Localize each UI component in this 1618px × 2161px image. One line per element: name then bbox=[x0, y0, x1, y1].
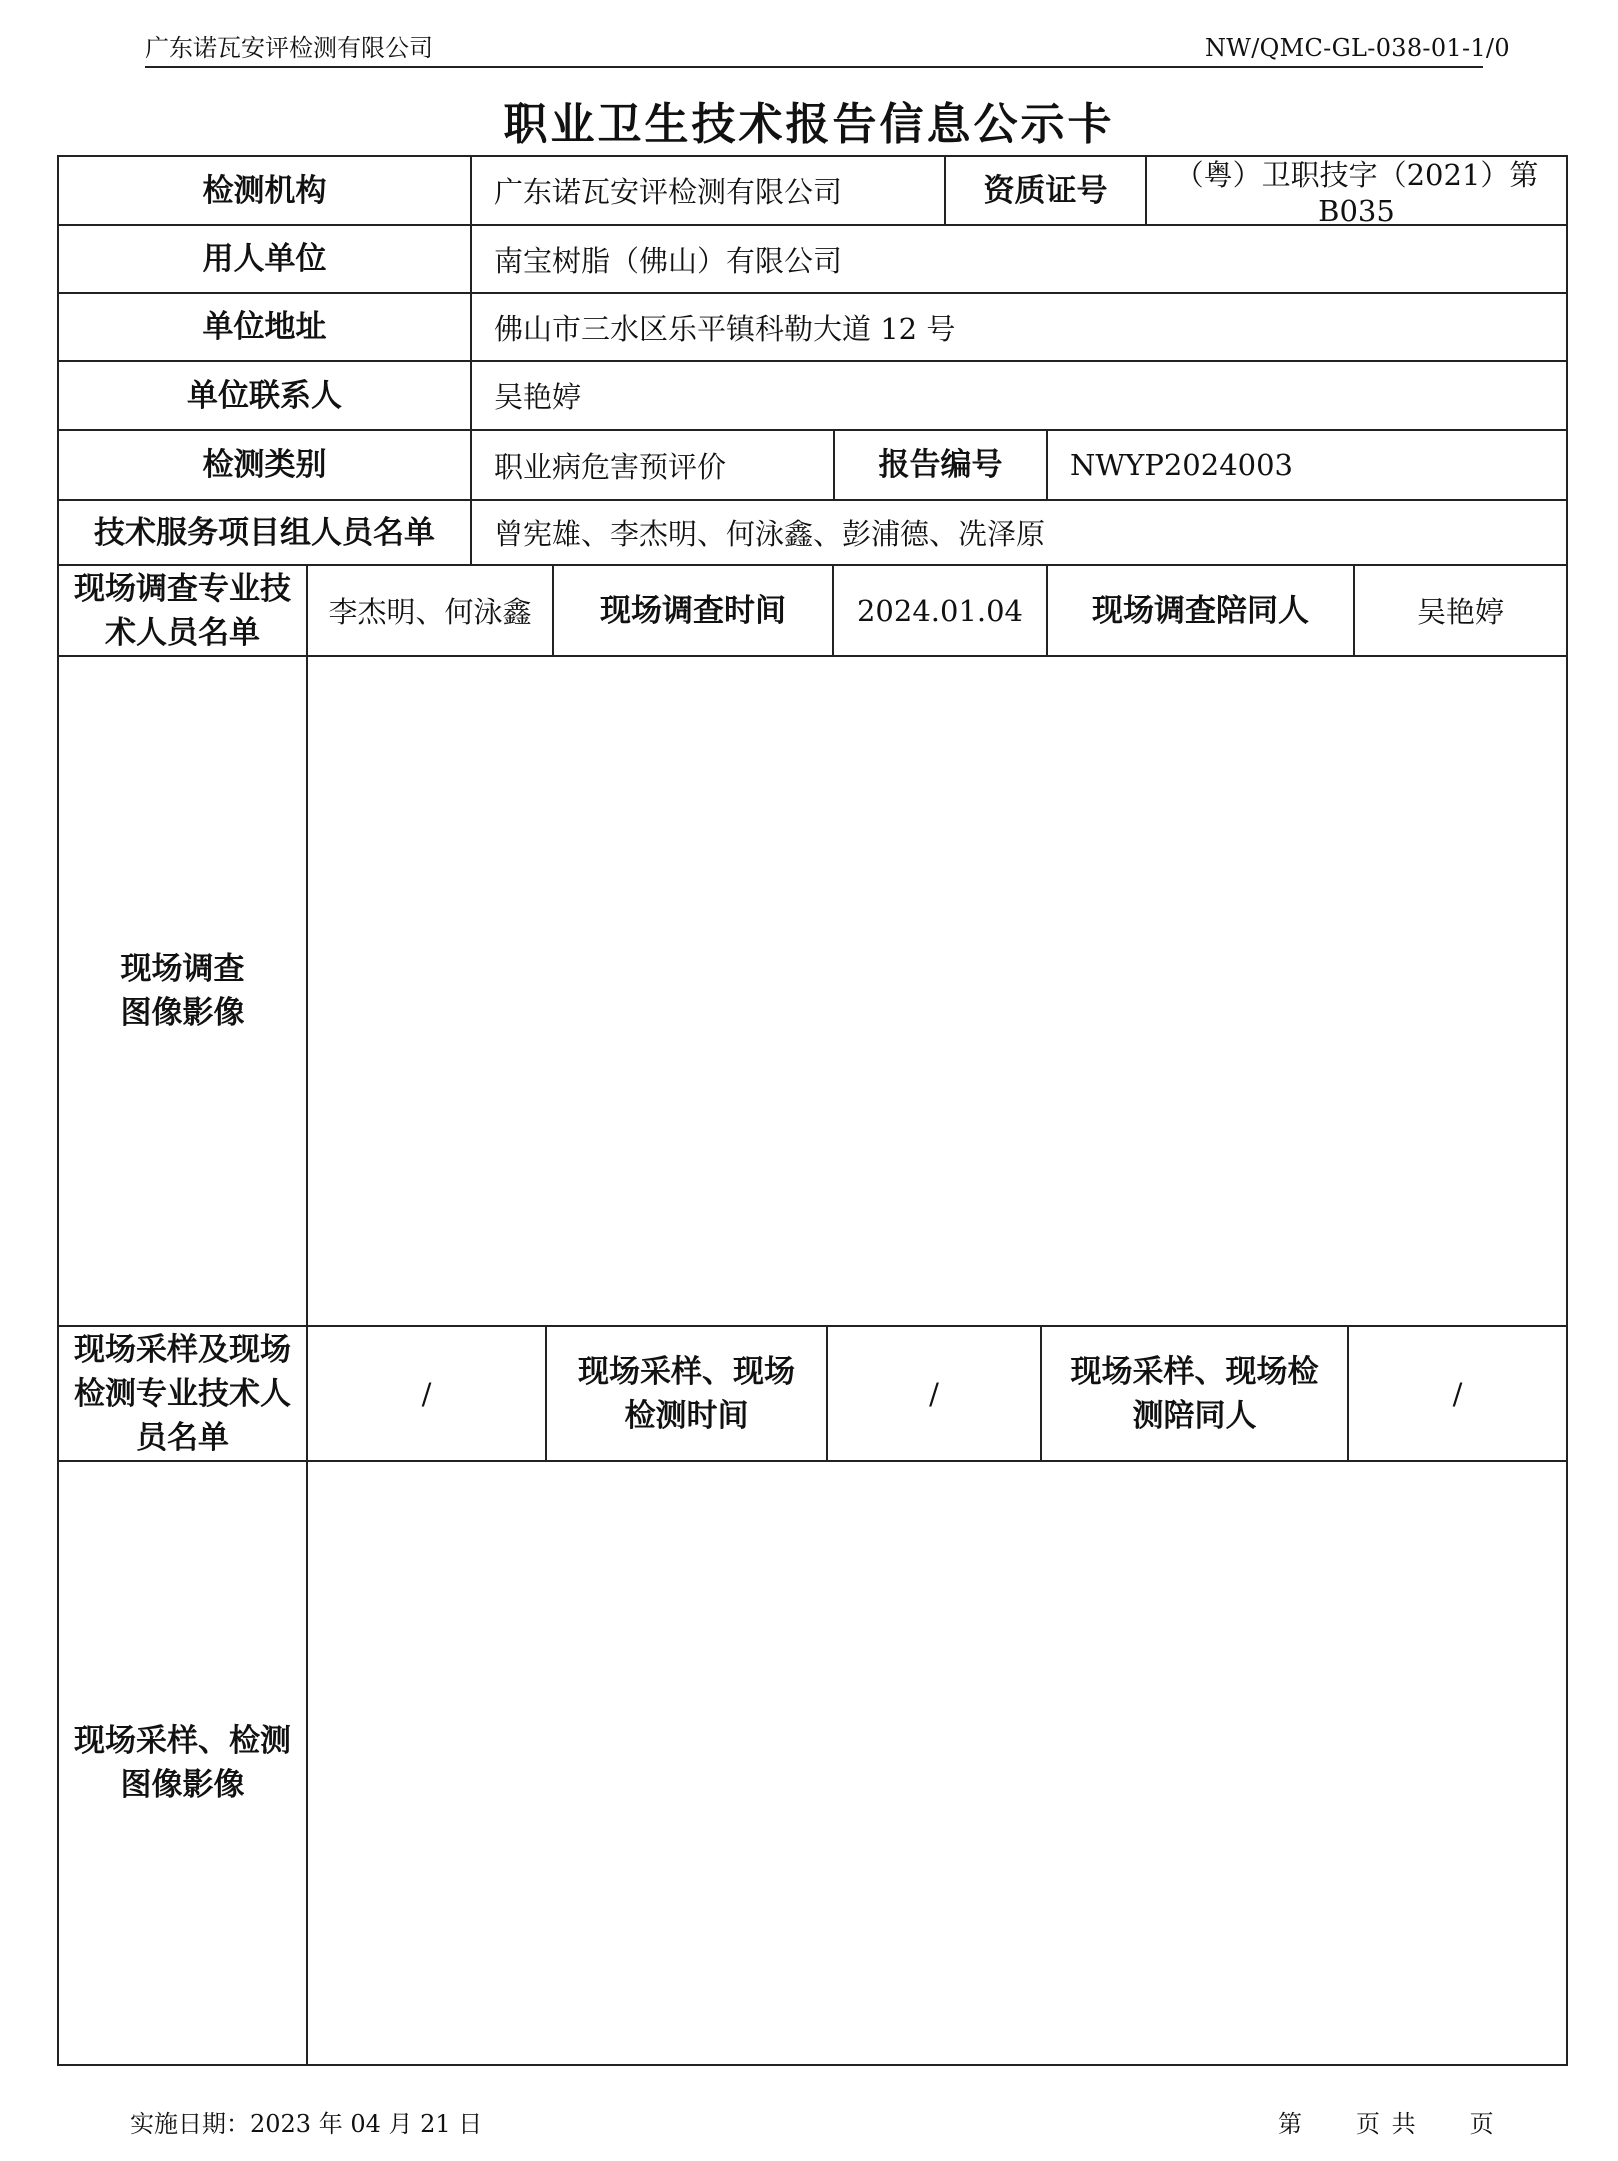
effective-date: 实施日期：2023 年 04 月 21 日 bbox=[130, 2110, 483, 2138]
label-employer: 用人单位 bbox=[202, 241, 327, 277]
value-survey-escort: 吴艳婷 bbox=[1416, 595, 1504, 629]
label-survey-time: 现场调查时间 bbox=[600, 592, 786, 629]
page-indicator: 第 页 共 页 bbox=[1278, 2110, 1496, 2138]
page-title: 职业卫生技术报告信息公示卡 bbox=[503, 99, 1115, 150]
label-qualification-number: 资质证号 bbox=[983, 172, 1108, 209]
label-sampling-staff: 现场采样及现场检测专业技术人员名单 bbox=[74, 1331, 291, 1456]
survey-image-area bbox=[308, 657, 1566, 1325]
label-project-team: 技术服务项目组人员名单 bbox=[94, 514, 435, 551]
label-address: 单位地址 bbox=[202, 309, 327, 345]
label-sampling-images: 现场采样、检测图像影像 bbox=[74, 1723, 291, 1803]
value-survey-time: 2024.01.04 bbox=[856, 593, 1024, 628]
value-address: 佛山市三水区乐平镇科勒大道 12 号 bbox=[494, 311, 956, 346]
value-qualification-number: （粤）卫职技字（2021）第 B035 bbox=[1174, 158, 1539, 228]
sampling-image-area bbox=[308, 1462, 1566, 2064]
label-contact-person: 单位联系人 bbox=[187, 377, 342, 414]
label-survey-staff: 现场调查专业技术人员名单 bbox=[74, 570, 291, 651]
value-survey-staff: 李杰明、何泳鑫 bbox=[328, 595, 532, 629]
value-testing-organization: 广东诺瓦安评检测有限公司 bbox=[494, 175, 843, 209]
label-sampling-time: 现场采样、现场检测时间 bbox=[578, 1353, 795, 1434]
label-report-number: 报告编号 bbox=[878, 447, 1003, 483]
label-testing-category: 检测类别 bbox=[202, 447, 327, 483]
value-sampling-time: / bbox=[929, 1376, 939, 1411]
label-survey-escort: 现场调查陪同人 bbox=[1092, 592, 1309, 629]
value-report-number: NWYP2024003 bbox=[1070, 448, 1293, 482]
company-header: 广东诺瓦安评检测有限公司 bbox=[145, 34, 433, 62]
value-testing-category: 职业病危害预评价 bbox=[494, 449, 727, 484]
label-survey-images: 现场调查图像影像 bbox=[120, 951, 245, 1031]
value-contact-person: 吴艳婷 bbox=[494, 380, 582, 414]
header-divider bbox=[145, 66, 1483, 68]
label-sampling-escort: 现场采样、现场检测陪同人 bbox=[1070, 1353, 1319, 1434]
label-testing-organization: 检测机构 bbox=[202, 172, 327, 209]
value-employer: 南宝树脂（佛山）有限公司 bbox=[494, 243, 843, 278]
value-project-team: 曾宪雄、李杰明、何泳鑫、彭浦德、冼泽原 bbox=[494, 517, 1046, 551]
document-code: NW/QMC-GL-038-01-1/0 bbox=[1205, 34, 1510, 62]
value-sampling-escort: / bbox=[1452, 1376, 1463, 1411]
value-sampling-staff: / bbox=[421, 1376, 432, 1411]
